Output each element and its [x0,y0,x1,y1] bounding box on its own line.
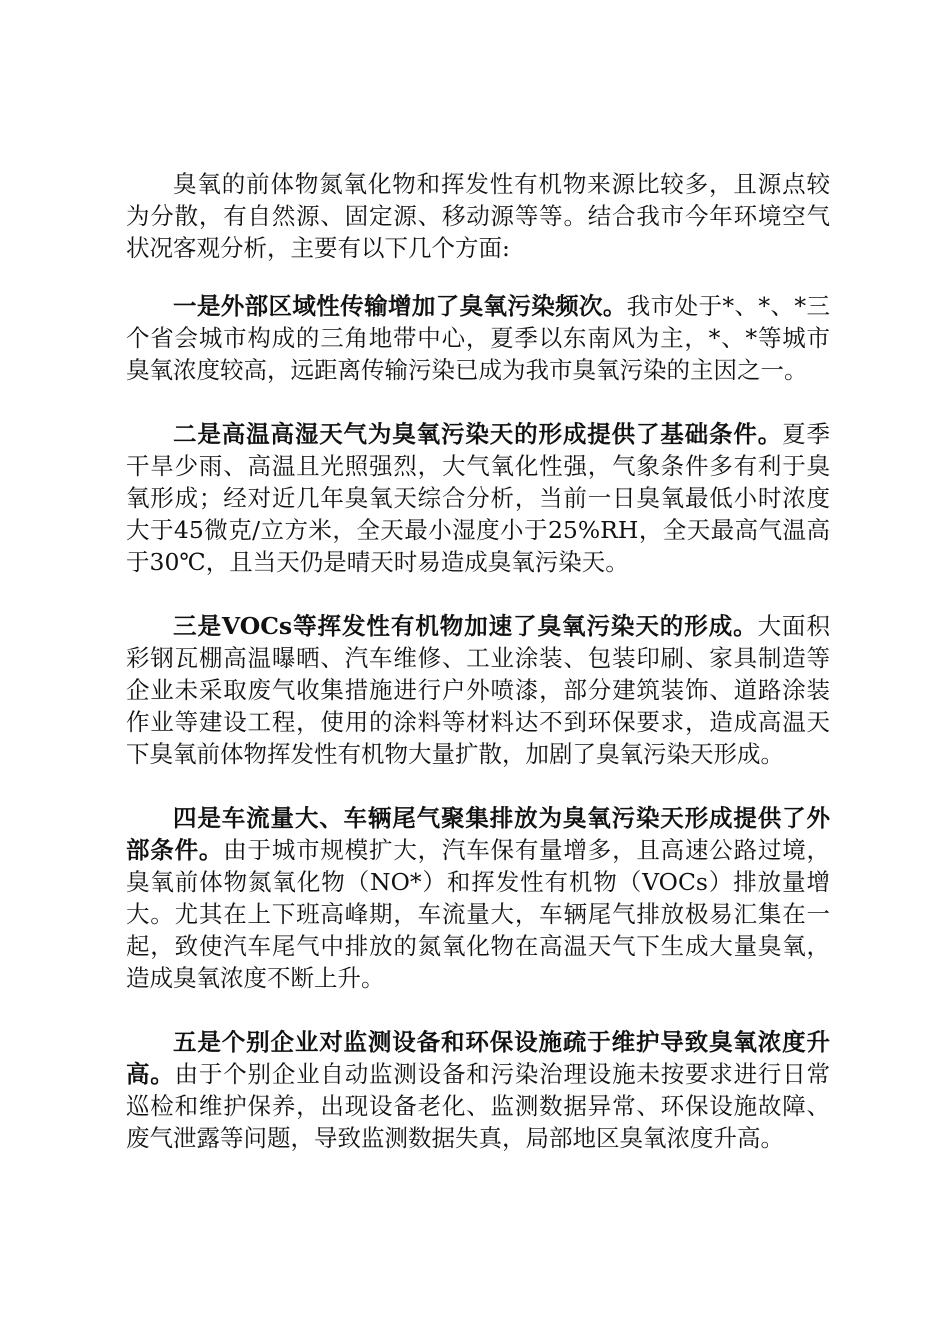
point-body-3: 大面积彩钢瓦棚高温曝晒、汽车维修、工业涂装、包装印刷、家具制造等企业未采取废气收集措施进行户外喷漆，部分建筑装饰、道路涂装作业等建设工程，使用的涂料等材料达不到环保要求，造成高温天下臭氧前体物挥发性有机物大量扩散，加剧了臭氧污染天形成。 [126,612,830,768]
point-body-1: 我市处于*、*、*三个省会城市构成的三角地带中心，夏季以东南风为主，*、*等城市臭氧浓度较高，远距离传输污染已成为我市臭氧污染的主因之一。 [126,292,831,384]
point-paragraph-4 [126,802,830,994]
point-paragraph-2 [126,418,830,578]
point-heading-2: 二是高温高湿天气为臭氧污染天的形成提供了基础条件。 [173,420,783,448]
point-paragraph-3 [126,610,830,770]
point-body-4: 由于城市规模扩大，汽车保有量增多，且高速公路过境，臭氧前体物氮氧化物（NO*）和挥发性有机物（VOCs）排放量增大。尤其在上下班高峰期，车流量大，车辆尾气排放极易汇集在一起，致使汽车尾气中排放的氮氧化物在高温天气下生成大量臭氧，造成臭氧浓度不断上升。 [126,836,831,992]
point-heading-1: 一是外部区域性传输增加了臭氧污染频次。 [173,292,627,320]
point-heading-3: 三是VOCs等挥发性有机物加速了臭氧污染天的形成。 [173,612,758,640]
point-body-5: 由于个别企业自动监测设备和污染治理设施未按要求进行日常巡检和维护保养，出现设备老化、监测数据异常、环保设施故障、废气泄露等问题，导致监测数据失真，局部地区臭氧浓度升高。 [126,1060,831,1152]
intro-text: 臭氧的前体物氮氧化物和挥发性有机物来源比较多，且源点较为分散，有自然源、固定源、移动源等等。结合我市今年环境空气状况客观分析，主要有以下几个方面: [126,170,830,262]
intro-paragraph [126,168,830,264]
point-heading-5: 五是个别企业对监测设备和环保设施疏于维护导致臭氧浓度升高。 [126,1028,830,1088]
point-body-2: 夏季干旱少雨、高温且光照强烈，大气氧化性强，气象条件多有利于臭氧形成；经对近几年臭氧天综合分析，当前一日臭氧最低小时浓度大于45微克/立方米，全天最小湿度小于25%RH，全天最高气温高于30℃，且当天仍是晴天时易造成臭氧污染天。 [126,420,831,576]
point-heading-4: 四是车流量大、车辆尾气聚集排放为臭氧污染天形成提供了外部条件。 [126,804,830,864]
document-body [126,168,830,1186]
point-paragraph-5 [126,1026,830,1154]
point-paragraph-1 [126,290,830,386]
